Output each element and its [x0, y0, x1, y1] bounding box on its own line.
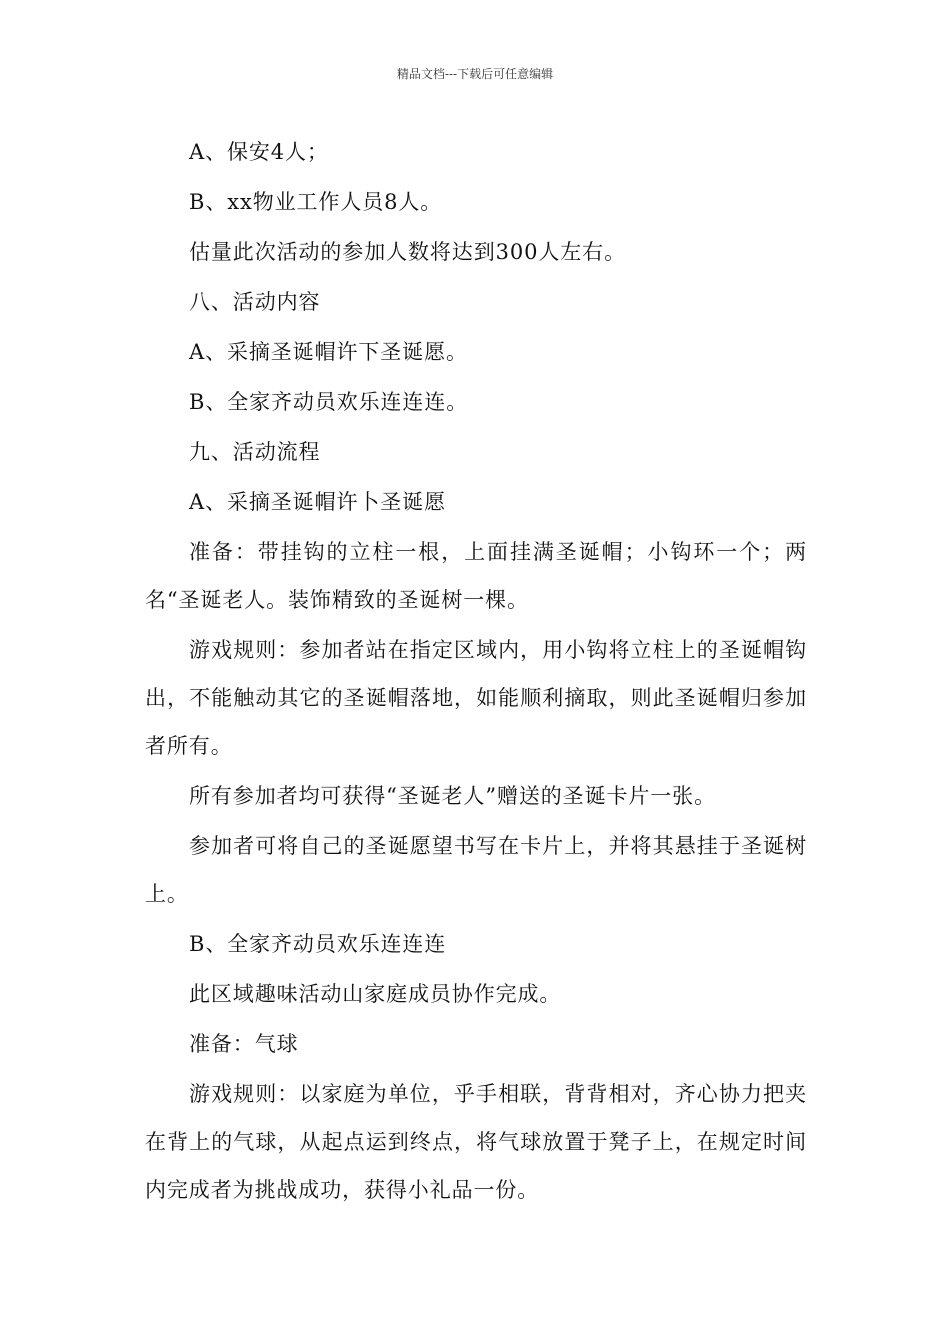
- subheading-process-a: A、采摘圣诞帽许卜圣诞愿: [189, 490, 446, 514]
- document-body: [145, 128, 807, 1216]
- paragraph-property-staff: B、xx物业工作人员8人。: [189, 190, 443, 214]
- paragraph-rules-b: 游戏规则：以家庭为单位，乎手相联，背背相对，齐心协力把夹在背上的气球，从起点运到终点，将气球放置于凳子上，在规定时间内完成者为挑战成功，获得小礼品一份。: [145, 1082, 807, 1202]
- paragraph-preparation-a: 准备：带挂钩的立柱一根，上面挂满圣诞帽；小钩环一个；两名“圣诞老人。装饰精致的圣诞树一棵。: [145, 540, 807, 612]
- paragraph-participant-estimate: 估量此次活动的参加人数将达到300人左右。: [189, 240, 626, 264]
- paragraph-family-cooperation: 此区域趣味活动山家庭成员协作完成。: [189, 982, 562, 1006]
- subheading-process-b: B、全家齐动员欢乐连连连: [189, 932, 447, 956]
- paragraph-wish-card: 参加者可将自己的圣诞愿望书写在卡片上，并将其悬挂于圣诞树上。: [145, 834, 807, 906]
- paragraph-security-staff: A、保安4人；: [189, 140, 329, 164]
- paragraph-content-b: B、全家齐动员欢乐连连连。: [189, 390, 469, 414]
- page-header: 精品文档---下载后可任意编辑: [396, 67, 554, 81]
- paragraph-card-gift: 所有参加者均可获得“圣诞老人”赠送的圣诞卡片一张。: [189, 784, 716, 808]
- section-heading-activity-process: 九、活动流程: [189, 440, 321, 464]
- paragraph-content-a: A、采摘圣诞帽许下圣诞愿。: [189, 340, 468, 364]
- paragraph-preparation-b: 准备：气球: [189, 1032, 299, 1056]
- section-heading-activity-content: 八、活动内容: [189, 290, 321, 314]
- paragraph-rules-a: 游戏规则：参加者站在指定区域内，用小钩将立柱上的圣诞帽钩出，不能触动其它的圣诞帽落地，如能顺利摘取，则此圣诞帽归参加者所有。: [145, 638, 807, 758]
